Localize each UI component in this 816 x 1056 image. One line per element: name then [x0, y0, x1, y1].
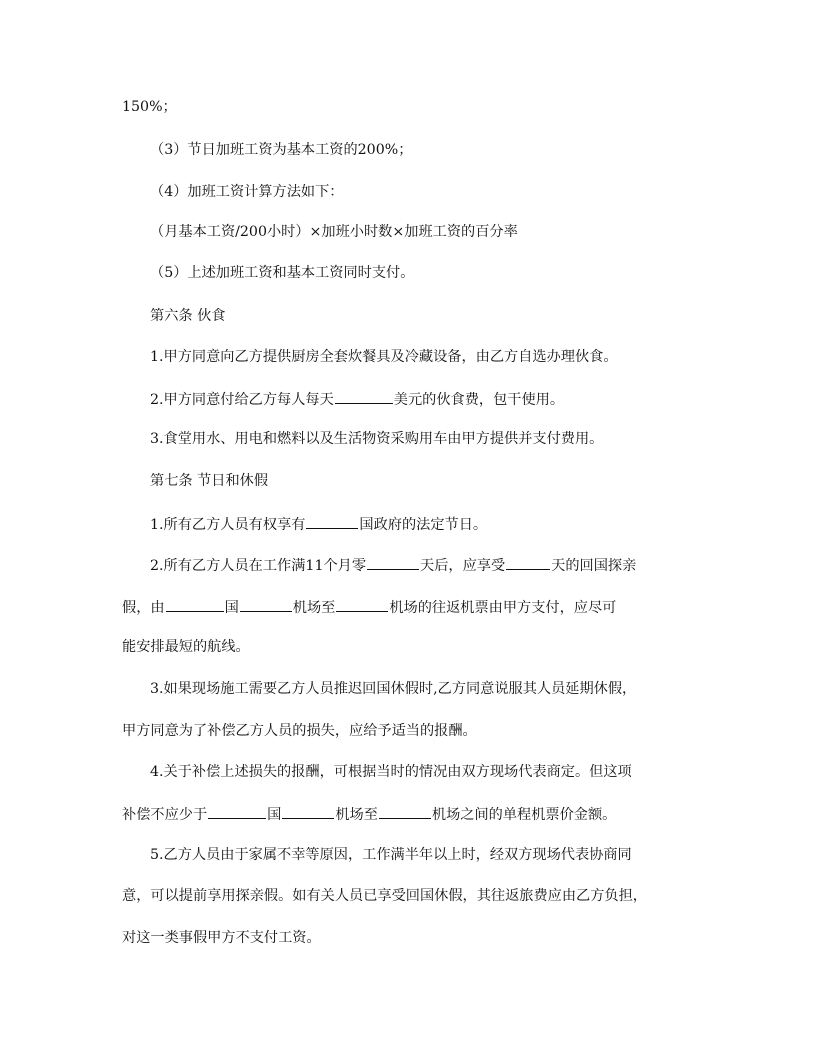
blank-field-comp-country[interactable] — [208, 803, 266, 819]
text-line-travel-expenses: 意，可以提前享用探亲假。如有关人员已享受回国休假，其往返旅费应由乙方负担， — [122, 888, 647, 904]
text-line-payment: （5）上述加班工资和基本工资同时支付。 — [150, 265, 415, 281]
text-line-home-leave — [150, 554, 710, 576]
airfare-part-a: 假，由 — [122, 600, 165, 616]
text-line-kitchen: 1.甲方同意向乙方提供厨房全套炊餐具及冷藏设备，由乙方自选办理伙食。 — [150, 349, 618, 365]
blank-field-origin-country[interactable] — [166, 596, 224, 612]
text-line-no-wages: 对这一类事假甲方不支付工资。 — [122, 930, 321, 946]
text-line-airfare — [122, 596, 702, 618]
min-comp-part-b: 国 — [267, 807, 282, 823]
blank-field-country[interactable] — [306, 513, 358, 529]
text-line-formula: （月基本工资/200小时）×加班小时数×加班工资的百分率 — [150, 224, 518, 240]
text-line-early-leave: 5.乙方人员由于家属不幸等原因，工作满半年以上时，经双方现场代表协商同 — [150, 847, 632, 863]
text-line-compensation: 甲方同意为了补偿乙方人员的损失，应给予适当的报酬。 — [122, 723, 477, 739]
airfare-part-c: 机场至 — [292, 600, 336, 616]
text-line-canteen: 3.食堂用水、用电和燃料以及生活物资采购用车由甲方提供并支付费用。 — [150, 431, 604, 447]
text-line-holiday-overtime: （3）节日加班工资为基本工资的200%； — [150, 142, 413, 158]
text-line-minimum-compensation — [122, 803, 702, 825]
home-leave-part-b: 天后，应享受 — [420, 558, 506, 574]
min-comp-part-a: 补偿不应少于 — [122, 807, 208, 823]
blank-field-destination-airport[interactable] — [336, 596, 388, 612]
blank-field-meal-amount[interactable] — [335, 388, 393, 404]
blank-field-comp-origin-airport[interactable] — [282, 803, 334, 819]
blank-field-leave-days[interactable] — [506, 554, 550, 570]
home-leave-part-c: 天的回国探亲 — [551, 558, 637, 574]
text-line-percent: 150%； — [122, 99, 177, 115]
section-heading-holidays: 第七条 节日和休假 — [150, 473, 269, 489]
blank-field-comp-destination-airport[interactable] — [379, 803, 431, 819]
home-leave-part-a: 2.所有乙方人员在工作满11个月零 — [150, 558, 367, 574]
holidays-prefix: 1.所有乙方人员有权享有 — [150, 517, 306, 533]
text-line-national-holidays — [150, 513, 710, 535]
airfare-part-d: 机场的往返机票由甲方支付，应尽可 — [389, 600, 617, 616]
blank-field-days-worked[interactable] — [367, 554, 419, 570]
holidays-suffix: 国政府的法定节日。 — [359, 517, 488, 533]
min-comp-part-c: 机场至 — [335, 807, 378, 823]
min-comp-part-d: 机场之间的单程机票价金额。 — [431, 807, 617, 823]
meal-allowance-prefix: 2.甲方同意付给乙方每人每天 — [150, 392, 334, 408]
text-line-calc-method: （4）加班工资计算方法如下： — [150, 184, 344, 200]
blank-field-origin-airport[interactable] — [240, 596, 292, 612]
text-line-meal-allowance — [150, 388, 710, 410]
text-line-compensation-rule: 4.关于补偿上述损失的报酬，可根据当时的情况由双方现场代表商定。但这项 — [150, 764, 632, 780]
section-heading-meals: 第六条 伙食 — [150, 308, 226, 324]
text-line-postpone-leave: 3.如果现场施工需要乙方人员推迟回国休假时,乙方同意说服其人员延期休假， — [150, 681, 637, 697]
text-line-shortest-route: 能安排最短的航线。 — [122, 639, 250, 655]
meal-allowance-suffix: 美元的伙食费，包干使用。 — [393, 392, 565, 408]
airfare-part-b: 国 — [224, 600, 239, 616]
